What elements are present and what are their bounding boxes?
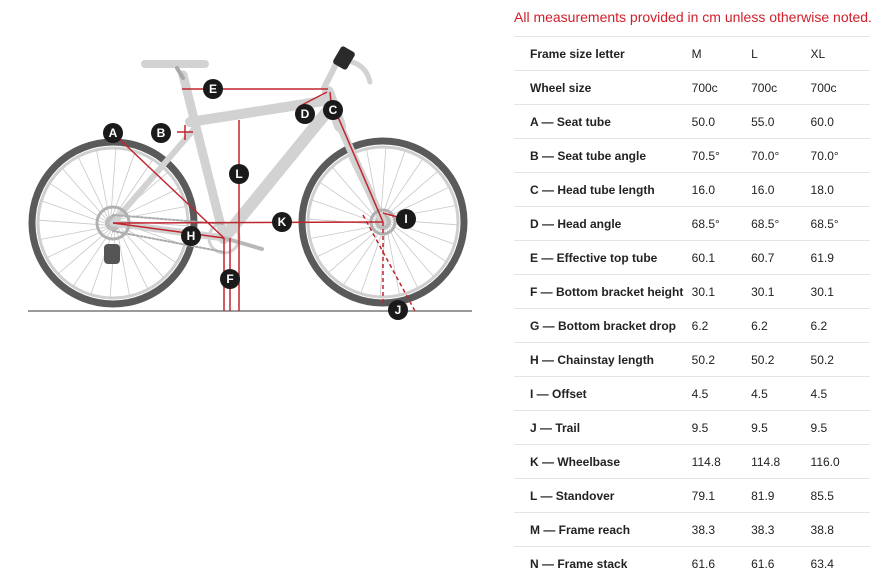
table-row — [514, 173, 870, 207]
wheel-spoke — [385, 159, 422, 214]
svg-text:D: D — [300, 107, 310, 121]
wheel-spoke — [50, 184, 105, 221]
wheel-spoke — [387, 229, 399, 294]
value-cell: 50.2 — [811, 343, 870, 377]
svg-text:E: E — [208, 82, 218, 96]
value-cell: 30.1 — [692, 275, 751, 309]
table-row — [514, 479, 870, 513]
table-row — [514, 445, 870, 479]
value-cell: 700c — [811, 71, 870, 105]
marker-l — [229, 164, 249, 184]
wheel-spoke — [389, 187, 449, 216]
svg-text:F: F — [226, 272, 234, 286]
row-label-cell: E — Effective top tube — [514, 241, 692, 275]
row-label-cell: F — Bottom bracket height — [514, 275, 692, 309]
size-header-cell: L — [751, 37, 810, 71]
wheel-spoke — [78, 158, 107, 218]
wheel-spoke — [42, 201, 105, 223]
value-cell: 60.0 — [811, 105, 870, 139]
wheel-spoke — [381, 148, 386, 214]
value-cell: 50.2 — [692, 343, 751, 377]
wheel-spoke — [383, 151, 405, 214]
marker-a — [103, 123, 123, 143]
wheel-spoke — [312, 200, 375, 222]
wheel-spoke — [59, 230, 109, 273]
value-cell: 700c — [692, 71, 751, 105]
value-cell: 30.1 — [751, 275, 810, 309]
geometry-table — [514, 36, 870, 580]
value-cell: 38.3 — [751, 513, 810, 547]
wheel-spoke — [41, 227, 106, 239]
svg-text:J: J — [394, 303, 402, 317]
value-cell: 60.1 — [692, 241, 751, 275]
svg-text:I: I — [404, 212, 408, 226]
wheel-spoke — [390, 226, 433, 276]
table-row — [514, 377, 870, 411]
marker-b — [151, 123, 171, 143]
table-row — [514, 71, 870, 105]
value-cell: 116.0 — [811, 445, 870, 479]
row-label-cell: J — Trail — [514, 411, 692, 445]
value-cell: 70.0° — [751, 139, 810, 173]
row-label-cell: H — Chainstay length — [514, 343, 692, 377]
marker-j — [388, 300, 408, 320]
table-row — [514, 241, 870, 275]
value-cell: 4.5 — [811, 377, 870, 411]
size-header-cell: M — [692, 37, 751, 71]
value-cell: 38.8 — [811, 513, 870, 547]
wheel-spoke — [361, 230, 383, 293]
svg-text:A: A — [108, 126, 118, 140]
value-cell: 4.5 — [751, 377, 810, 411]
size-header-cell: XL — [811, 37, 870, 71]
value-cell: 6.2 — [692, 309, 751, 343]
value-cell: 70.5° — [692, 139, 751, 173]
value-cell: 18.0 — [811, 173, 870, 207]
value-cell: 16.0 — [751, 173, 810, 207]
value-cell: 61.9 — [811, 241, 870, 275]
value-cell: 61.6 — [751, 547, 810, 581]
value-cell: 700c — [751, 71, 810, 105]
marker-d — [295, 104, 315, 124]
marker-f — [220, 269, 240, 289]
svg-text:B: B — [156, 126, 166, 140]
row-label-cell: G — Bottom bracket drop — [514, 309, 692, 343]
derailleur — [104, 244, 120, 264]
value-cell: 50.0 — [692, 105, 751, 139]
value-cell: 55.0 — [751, 105, 810, 139]
table-row — [514, 309, 870, 343]
value-cell: 6.2 — [811, 309, 870, 343]
svg-text:K: K — [277, 215, 287, 229]
value-cell: 38.3 — [692, 513, 751, 547]
header-label-cell: Frame size letter — [514, 37, 692, 71]
table-row — [514, 275, 870, 309]
table-header-row — [514, 37, 870, 71]
table-row — [514, 513, 870, 547]
marker-h — [181, 226, 201, 246]
table-row — [514, 207, 870, 241]
row-label-cell: L — Standover — [514, 479, 692, 513]
marker-c — [323, 100, 343, 120]
row-label-cell: B — Seat tube angle — [514, 139, 692, 173]
table-row — [514, 547, 870, 581]
value-cell: 61.6 — [692, 547, 751, 581]
marker-i — [396, 209, 416, 229]
marker-k — [272, 212, 292, 232]
wheel-spoke — [39, 220, 105, 225]
value-cell: 79.1 — [692, 479, 751, 513]
wheel-spoke — [391, 224, 446, 261]
wheel-spoke — [119, 229, 148, 289]
value-cell: 30.1 — [811, 275, 870, 309]
value-cell: 70.0° — [811, 139, 870, 173]
svg-text:L: L — [235, 167, 243, 181]
value-cell: 16.0 — [692, 173, 751, 207]
row-label-cell: M — Frame reach — [514, 513, 692, 547]
value-cell: 6.2 — [751, 309, 810, 343]
row-label-cell: Wheel size — [514, 71, 692, 105]
table-row — [514, 411, 870, 445]
measurement-note: All measurements provided in cm unless otherwise noted. — [514, 9, 872, 25]
svg-text:H: H — [186, 229, 196, 243]
value-cell: 63.4 — [811, 547, 870, 581]
row-label-cell: I — Offset — [514, 377, 692, 411]
wheel-spoke — [111, 149, 116, 215]
value-cell: 4.5 — [692, 377, 751, 411]
wheel-spoke — [387, 172, 437, 215]
wheel-spoke — [63, 169, 106, 219]
value-cell: 114.8 — [751, 445, 810, 479]
value-cell: 68.5° — [811, 207, 870, 241]
marker-e — [203, 79, 223, 99]
row-label-cell: A — Seat tube — [514, 105, 692, 139]
value-cell: 114.8 — [692, 445, 751, 479]
wheel-spoke — [329, 229, 379, 272]
row-label-cell: D — Head angle — [514, 207, 692, 241]
wheel-spoke — [311, 226, 376, 238]
value-cell: 9.5 — [692, 411, 751, 445]
row-label-cell: N — Frame stack — [514, 547, 692, 581]
value-cell: 85.5 — [811, 479, 870, 513]
row-label-cell: K — Wheelbase — [514, 445, 692, 479]
svg-text:C: C — [328, 103, 338, 117]
row-label-cell: C — Head tube length — [514, 173, 692, 207]
value-cell: 68.5° — [751, 207, 810, 241]
wheel-spoke — [344, 230, 381, 285]
value-cell: 60.7 — [751, 241, 810, 275]
wheel-spoke — [48, 229, 108, 258]
table-row — [514, 343, 870, 377]
geometry-table-body — [514, 37, 870, 581]
value-cell: 9.5 — [811, 411, 870, 445]
table-row — [514, 105, 870, 139]
value-cell: 9.5 — [751, 411, 810, 445]
wheel-spoke — [389, 228, 418, 288]
wheel-spoke — [318, 228, 378, 257]
value-cell: 68.5° — [692, 207, 751, 241]
value-cell: 50.2 — [751, 343, 810, 377]
wheel-spoke — [97, 151, 109, 216]
table-row — [514, 139, 870, 173]
value-cell: 81.9 — [751, 479, 810, 513]
